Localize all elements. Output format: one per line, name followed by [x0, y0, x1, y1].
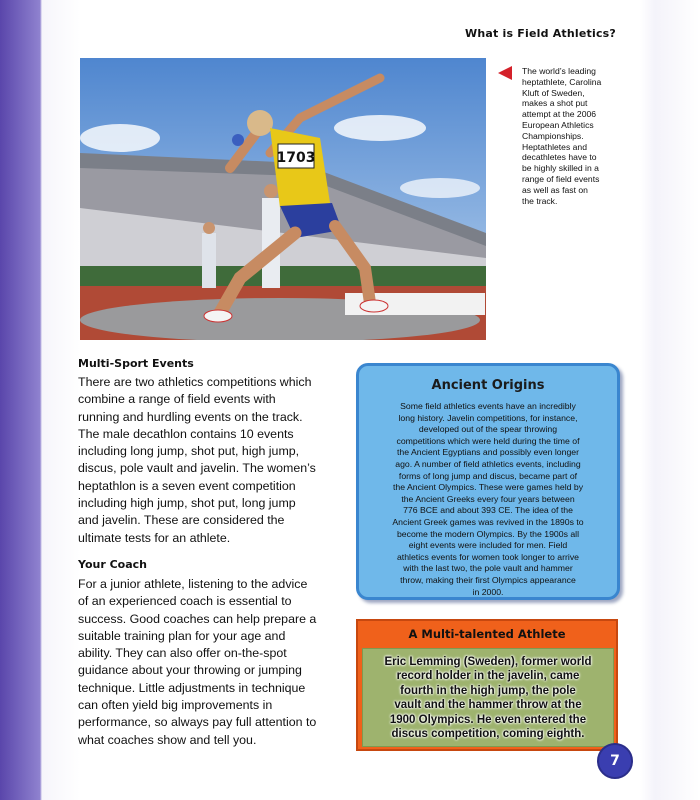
multi-talented-athlete-box	[356, 619, 618, 751]
page-header-title: What is Field Athletics?	[465, 27, 616, 40]
ancient-origins-box	[356, 363, 620, 600]
ancient-origins-title: Ancient Origins	[431, 378, 545, 393]
photo-caption: The world’s leading heptathlete, Carolina Kluft of Sweden, makes a shot put attempt at the 2006 European Athletics Championships. Heptathletes and decathletes have to be highly skilled in a range of field events as well as fast on the track.	[522, 66, 602, 206]
section-heading-multi-sport: Multi-Sport Events	[78, 357, 194, 370]
caption-pointer-arrow-icon	[498, 66, 512, 80]
multi-sport-paragraph: There are two athletics competitions which combine a range of field events with running and hurdling events on the track. The male decathlon contains 10 events including long jump, shot put, high jump, discus, pole vault and javelin. The women’s heptathlon is a seven event competition including high jump, shot put, long jump and javelin. These are considered the ultimate tests for an athlete.	[78, 375, 316, 545]
athlete-photo	[80, 58, 486, 340]
your-coach-paragraph: For a junior athlete, listening to the advice of an experienced coach is essential to success. Good coaches can help prepare a suitable training plan for your age and ability. They can also offer on-the-spot guidance about your throwing or jumping technique. Little adjustments in technique can often yield big improvements in performance, so always pay full attention to what coaches show and tell you.	[78, 577, 317, 747]
multi-talented-athlete-title: A Multi-talented Athlete	[408, 627, 566, 641]
bib-number: 1703	[276, 150, 316, 166]
page-number-badge: 7	[597, 743, 633, 779]
multi-talented-athlete-text: Eric Lemming (Sweden), former world record holder in the javelin, came fourth in the high jump, the pole vault and the hammer throw at the 1900 Olympics. He even entered the discus competition, coming eighth.	[384, 656, 592, 741]
multi-talented-athlete-panel	[362, 648, 614, 747]
shot-put-photo-illustration	[80, 58, 486, 340]
ancient-origins-text: Some field athletics events have an incredibly long history. Javelin competitions, for instance, developed out of the spear throwing competitions which were held during the time of the Ancient Egyptians and possibly even longer ago. A number of field athletics events, including forms of long jump and discus, became part of the Ancient Olympics. These were games held by the Ancient Greeks every four years between 776 BCE and about 393 CE. The idea of the Ancient Greek games was revived in the 1890s to become the modern Olympics. By the 1900s all eight events were included for men. Field athletics events for women took longer to arrive with the last two, the pole vault and hammer throw, making their first Olympics appearance in 2000.	[392, 401, 584, 597]
section-heading-your-coach: Your Coach	[78, 558, 148, 571]
